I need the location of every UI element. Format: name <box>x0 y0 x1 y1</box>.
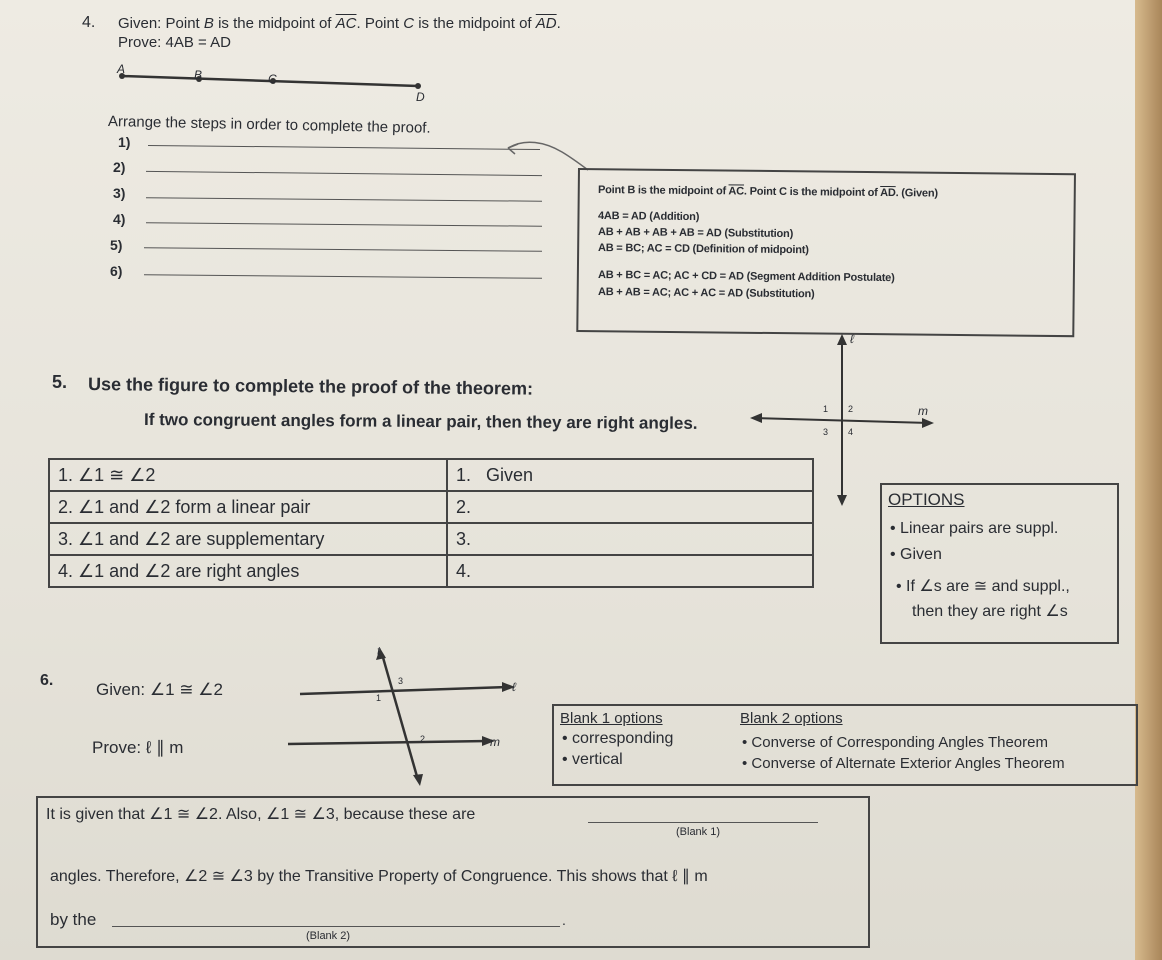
q4-given: Given: Point B is the midpoint of $\overline{AC}$. Point C is the midpoint of $\overline{AD}$. <box>118 15 561 32</box>
q5-angle-1-label: 1 <box>823 404 829 414</box>
q5-option-3-cont: then they are right ∠s <box>912 603 1068 620</box>
q4-instruction: Arrange the steps in order to complete the proof. <box>107 113 431 137</box>
point-d-dot <box>415 83 421 89</box>
q6-angle-1-label: 1 <box>376 693 382 703</box>
blank-2-label: (Blank 2) <box>306 930 351 942</box>
q6-angle-3-label: 3 <box>398 676 404 686</box>
statement-cell: 4. ∠1 and ∠2 are right angles <box>49 555 447 587</box>
q4-prove: Prove: 4AB = AD <box>118 34 231 51</box>
blank2-option-2[interactable]: • Converse of Alternate Exterior Angles Theorem <box>742 755 1065 772</box>
arrowhead-l-top <box>837 334 847 345</box>
q5-angle-3-label: 3 <box>823 427 829 437</box>
arrowhead-l-bottom <box>837 495 847 506</box>
blank2-option-1[interactable]: • Converse of Corresponding Angles Theorem <box>742 734 1048 751</box>
q5-option-1[interactable]: • Linear pairs are suppl. <box>890 520 1059 537</box>
arrowhead-m-left <box>750 413 762 423</box>
point-label-b: B <box>194 68 203 82</box>
table-row <box>49 523 813 555</box>
blank1-option-1[interactable]: • corresponding <box>562 730 674 747</box>
q5-angle-2-label: 2 <box>848 404 854 414</box>
step-number-6: 6) <box>110 263 123 279</box>
point-label-d: D <box>416 90 425 104</box>
q6-paragraph-line-3: by the <box>50 910 97 929</box>
q4-option-2[interactable]: 4AB = AD (Addition) <box>597 210 700 224</box>
q4-option-5[interactable]: AB + BC = AC; AC + CD = AD (Segment Addition Postulate) <box>597 269 895 285</box>
table-row <box>49 459 813 491</box>
q4-segment-figure <box>100 60 440 115</box>
statement-cell: 3. ∠1 and ∠2 are supplementary <box>49 523 447 555</box>
q6-label-m: m <box>490 735 500 749</box>
blank-2-field[interactable] <box>112 926 560 927</box>
q4-number: 4. <box>82 14 96 31</box>
q5-proof-table <box>48 458 814 588</box>
q5-angle-4-label: 4 <box>848 427 854 437</box>
arrowhead-t-bottom <box>413 774 423 786</box>
q6-parallel-lines-figure <box>270 640 520 790</box>
step-number-5: 5) <box>110 237 123 253</box>
step-number-3: 3) <box>113 185 126 201</box>
statement-cell: 1. ∠1 ≅ ∠2 <box>49 459 447 491</box>
q5-label-m: m <box>918 404 928 418</box>
q6-angle-2-label: 2 <box>420 734 426 744</box>
step-number-4: 4) <box>113 211 126 227</box>
q6-given: Given: ∠1 ≅ ∠2 <box>96 680 223 699</box>
point-label-c: C <box>268 72 277 86</box>
point-label-a: A <box>117 62 126 76</box>
reason-cell-4[interactable]: 4. <box>447 555 813 587</box>
line-m <box>288 741 488 744</box>
transversal-t <box>382 654 418 780</box>
table-row <box>49 555 813 587</box>
q4-option-3[interactable]: AB + AB + AB + AB = AD (Substitution) <box>597 226 794 241</box>
line-l <box>300 687 508 694</box>
blank2-options-title: Blank 2 options <box>740 710 843 727</box>
q5-prompt: Use the figure to complete the proof of the theorem: <box>87 374 534 399</box>
q4-option-1[interactable]: Point B is the midpoint of $\overline{AC}$. Point C is the midpoint of $\overline{AD}$. (Given) <box>597 184 938 200</box>
reason-cell-3[interactable]: 3. <box>447 523 813 555</box>
blank-1-label: (Blank 1) <box>676 826 721 838</box>
q5-theorem: If two congruent angles form a linear pair, then they are right angles. <box>143 410 698 433</box>
q5-option-3[interactable]: • If ∠s are ≅ and suppl., <box>896 578 1070 595</box>
q6-label-t: t <box>377 644 381 658</box>
q6-number: 6. <box>40 672 54 689</box>
q5-option-2[interactable]: • Given <box>890 546 942 563</box>
q5-number: 5. <box>52 372 68 392</box>
blank1-options-title: Blank 1 options <box>560 710 663 727</box>
q6-paragraph-line-2: angles. Therefore, ∠2 ≅ ∠3 by the Transitive Property of Congruence. This shows that ℓ ∥ m <box>50 868 708 885</box>
q6-paragraph-end: . <box>562 912 566 928</box>
table-row <box>49 491 813 523</box>
q5-label-l: ℓ <box>850 332 854 346</box>
q6-paragraph-line-1: It is given that ∠1 ≅ ∠2. Also, ∠1 ≅ ∠3, because these are <box>46 806 476 823</box>
statement-cell: 2. ∠1 and ∠2 form a linear pair <box>49 491 447 523</box>
q5-options-title: OPTIONS <box>888 490 965 509</box>
q6-label-l: ℓ <box>512 680 516 694</box>
q4-option-4[interactable]: AB = BC; AC = CD (Definition of midpoint) <box>597 242 809 257</box>
blank-1-field[interactable] <box>588 822 818 823</box>
reason-cell-1: 1. Given <box>447 459 813 491</box>
arrowhead-m-right <box>922 418 934 428</box>
blank1-option-2[interactable]: • vertical <box>562 751 623 768</box>
reason-cell-2[interactable]: 2. <box>447 491 813 523</box>
step-number-2: 2) <box>113 159 126 175</box>
step-number-1: 1) <box>118 134 131 150</box>
q6-prove: Prove: ℓ ∥ m <box>92 738 184 757</box>
q4-option-6[interactable]: AB + AB = AC; AC + AC = AD (Substitution) <box>597 286 815 301</box>
